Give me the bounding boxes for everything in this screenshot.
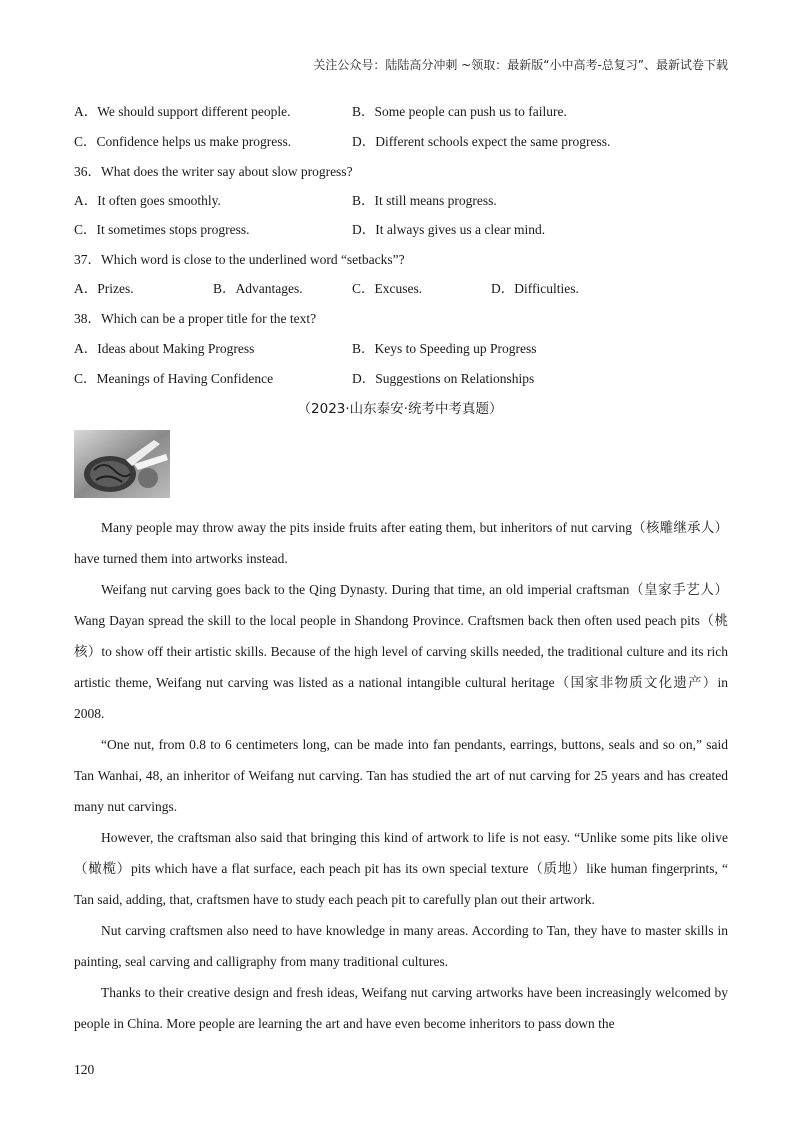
q38-option-b: B．Keys to Speeding up Progress: [352, 341, 537, 356]
passage-paragraph: However, the craftsman also said that bringing this kind of artwork to life is not easy. “Unlike some pits like olive（橄榄）pits which have a flat surface, each peach pit has its own special texture（质地）like human fingerprints, “ Tan said, adding, that, craftsmen have to study each peach pit to carefully plan out their artwork.: [74, 830, 728, 907]
passage-paragraph: “One nut, from 0.8 to 6 centimeters long, can be made into fan pendants, earrings, buttons, seals and so on,” said Tan Wanhai, 48, an inheritor of Weifang nut carving. Tan has studied the art of nut carving for 25 years and has created many nut carvings.: [74, 737, 728, 814]
q37-option-a: A．Prizes.: [74, 281, 134, 296]
q38-option-a: A．Ideas about Making Progress: [74, 341, 255, 356]
reading-passage: [74, 512, 728, 1039]
passage-paragraph: Many people may throw away the pits inside fruits after eating them, but inheritors of nut carving（核雕继承人）have turned them into artworks instead.: [74, 520, 728, 566]
page-number: 120: [74, 1062, 95, 1077]
q37-option-d: D．Difficulties.: [491, 281, 579, 296]
q35-option-b: B．Some people can push us to failure.: [352, 104, 567, 119]
q36-option-a: A．It often goes smoothly.: [74, 193, 221, 208]
q36-question: 36．What does the writer say about slow progress?: [74, 164, 353, 179]
q38-option-c: C．Meanings of Having Confidence: [74, 371, 274, 386]
source-citation: （2023·山东泰安·统考中考真题）: [297, 401, 503, 417]
q35-option-c: C．Confidence helps us make progress.: [74, 134, 292, 149]
q35-option-d: D．Different schools expect the same progress.: [352, 134, 611, 149]
passage-paragraph: Nut carving craftsmen also need to have knowledge in many areas. According to Tan, they have to master skills in painting, seal carving and calligraphy from many traditional cultures.: [74, 923, 728, 969]
q36-option-b: B．It still means progress.: [352, 193, 497, 208]
q36-option-c: C．It sometimes stops progress.: [74, 222, 250, 237]
page-header: 关注公众号：陆陆高分冲刺 ~领取：最新版“小中高考-总复习”、最新试卷下载: [313, 58, 728, 72]
q36-option-d: D．It always gives us a clear mind.: [352, 222, 546, 237]
passage-paragraph: Thanks to their creative design and fresh ideas, Weifang nut carving artworks have been increasingly welcomed by people in China. More people are learning the art and have even become inheritors to pass down the: [74, 985, 728, 1031]
q37-option-c: C．Excuses.: [352, 281, 423, 296]
q38-question: 38．Which can be a proper title for the text?: [74, 311, 317, 326]
q35-option-a: A．We should support different people.: [74, 104, 291, 119]
q37-question: 37．Which word is close to the underlined word “setbacks”?: [74, 252, 405, 267]
passage-paragraph: Weifang nut carving goes back to the Qing Dynasty. During that time, an old imperial craftsman（皇家手艺人）Wang Dayan spread the skill to the local people in Shandong Province. Craftsmen back then often used peach pits（桃核）to show off their artistic skills. Because of the high level of carving skills needed, the traditional culture and its rich artistic theme, Weifang nut carving was listed as a national intangible cultural heritage（国家非物质文化遗产）in 2008.: [74, 582, 728, 721]
q37-option-b: B．Advantages.: [213, 281, 303, 296]
nut-carving-photo: [74, 430, 170, 498]
q38-option-d: D．Suggestions on Relationships: [352, 371, 535, 386]
